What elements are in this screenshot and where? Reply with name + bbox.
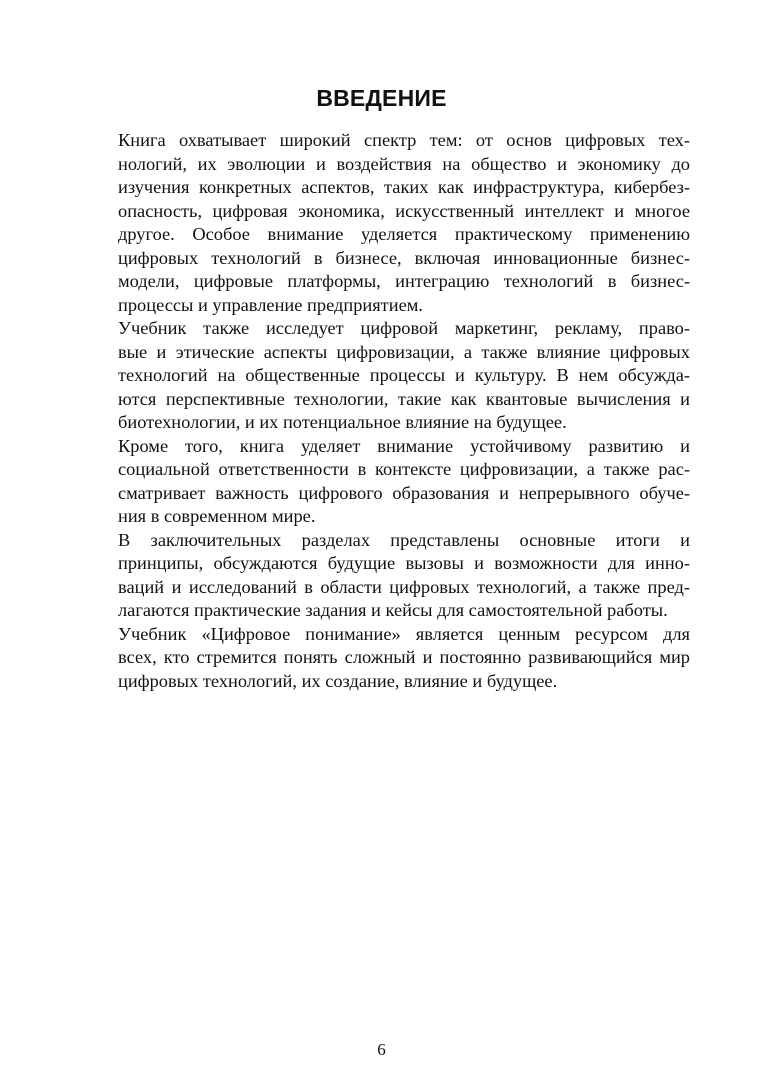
text-line: биотехнологии, и их потенциальное влияние на будущее. (118, 412, 567, 432)
page-number: 6 (377, 1040, 386, 1059)
text-line: сматривает важность цифрового образования и непрерывного обуче- (118, 482, 690, 503)
paragraph-sustainability (76, 435, 690, 529)
text-line: Учебник также исследует цифровой маркетинг, рекламу, право- (118, 318, 690, 338)
text-line: Кроме того, книга уделяет внимание устойчивому развитию и (118, 435, 690, 456)
body-text (76, 129, 690, 693)
text-line: лагаются практические задания и кейсы для самостоятельной работы. (118, 600, 668, 620)
text-line: изучения конкретных аспектов, таких как инфраструктура, кибербез- (118, 177, 690, 197)
paragraph-summary (76, 623, 690, 694)
paragraph-conclusion (76, 529, 690, 623)
text-line: вые и этические аспекты цифровизации, а также влияние цифровых (118, 341, 690, 362)
text-line: другое. Особое внимание уделяется практическому применению (118, 224, 690, 244)
text-line: технологий на общественные процессы и культуру. В нем обсужда- (118, 365, 690, 385)
page-title: ВВЕДЕНИЕ (316, 85, 447, 111)
text-line: процессы и управление предприятием. (118, 294, 423, 315)
text-line: цифровых технологий в бизнесе, включая инновационные бизнес- (118, 247, 690, 268)
paragraph-intro (76, 129, 690, 317)
text-line: всех, кто стремится понять сложный и постоянно развивающийся мир (118, 647, 690, 667)
text-line: модели, цифровые платформы, интеграцию технологий в бизнес- (118, 271, 690, 291)
text-line: Учебник «Цифровое понимание» является ценным ресурсом для (118, 623, 690, 644)
text-line: ния в современном мире. (118, 506, 316, 526)
text-line: В заключительных разделах представлены основные итоги и (118, 529, 690, 550)
text-line: нологий, их эволюции и воздействия на общество и экономику до (118, 153, 690, 174)
text-line: ются перспективные технологии, такие как квантовые вычисления и (118, 388, 690, 409)
text-line: цифровых технологий, их создание, влияние и будущее. (118, 670, 558, 691)
text-line: Книга охватывает широкий спектр тем: от основ цифровых тех- (118, 130, 690, 150)
text-line: опасность, цифровая экономика, искусственный интеллект и многое (118, 200, 690, 221)
text-line: ваций и исследований в области цифровых технологий, а также пред- (118, 576, 690, 597)
text-line: социальной ответственности в контексте цифровизации, а также рас- (118, 459, 690, 479)
text-line: принципы, обсуждаются будущие вызовы и возможности для инно- (118, 553, 690, 573)
paragraph-marketing (76, 317, 690, 435)
